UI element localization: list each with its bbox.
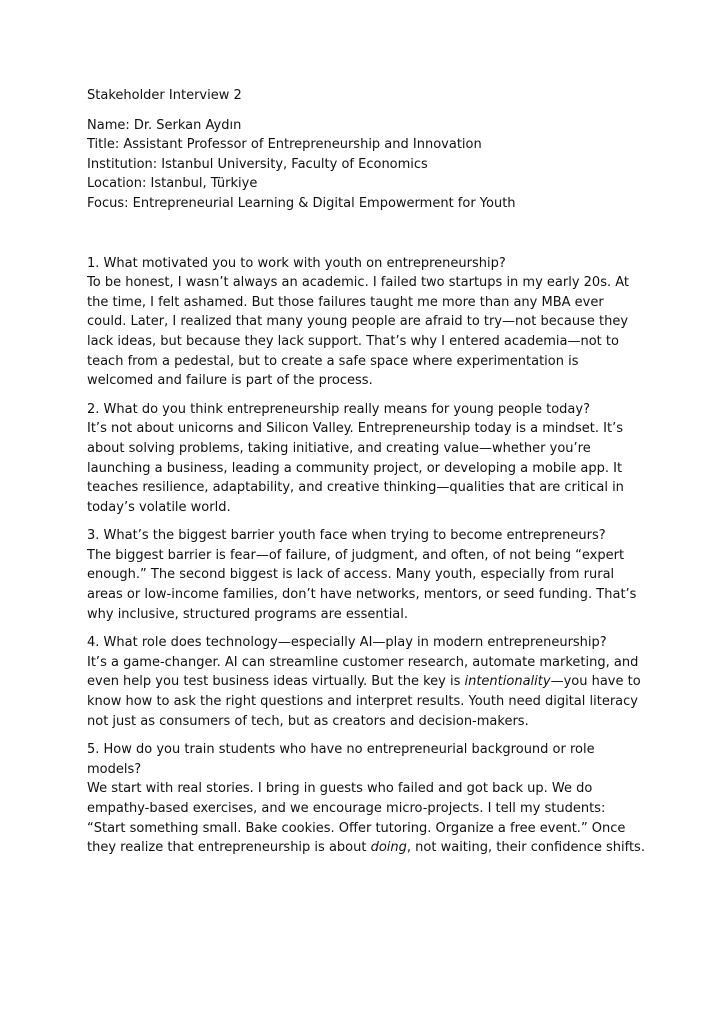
question-2: 2. What do you think entrepreneurship really means for young people today? [87, 401, 590, 417]
answer-1: To be honest, I wasn’t always an academic. I failed two startups in my early 20s. At the time, I felt ashamed. But those failures taught me more than any MBA ever could. Later, I realized that many young people are afraid to try—not because they lack ideas, but because they lack support. That’s why I entered academia—not to teach from a pedestal, but to create a safe space where experimentation is welcomed and failure is part of the process. [87, 275, 630, 389]
question-4: 4. What role does technology—especially AI—play in modern entrepreneurship? [87, 635, 607, 651]
interviewee-institution: Institution: Istanbul University, Faculty of Economics [87, 156, 428, 172]
interview-focus: Focus: Entrepreneurial Learning & Digital Empowerment for Youth [87, 195, 516, 211]
interviewee-location: Location: Istanbul, Türkiye [87, 176, 258, 192]
question-5: 5. How do you train students who have no entrepreneurial background or role models? [87, 742, 595, 777]
qa-item-5 [87, 740, 647, 858]
question-3: 3. What’s the biggest barrier youth face when trying to become entrepreneurs? [87, 528, 606, 544]
answer-4-text-start: It’s a game-changer. AI can streamline customer research, automate marketing, and even help you test business ideas virtually. But the key is [87, 654, 639, 690]
answer-5-text-start: We start with real stories. I bring in guests who failed and got back up. We do empathy-based exercises, and we encourage micro-projects. I tell my students: “Start something small. Bake cookies. Offer tutoring. Organize a free event.” Once they realize that entrepreneurship is about [87, 781, 626, 856]
answer-4-text-end: —you have to know how to ask the right questions and interpret results. Youth need digital literacy not just as consumers of tech, but as creators and decision-makers. [87, 674, 641, 729]
answer-5 [87, 779, 647, 857]
answer-5-text-end: , not waiting, their confidence shifts. [406, 840, 645, 856]
answer-5-emphasis: doing [370, 840, 407, 856]
interviewee-name: Name: Dr. Serkan Aydın [87, 117, 242, 133]
qa-item-2 [87, 400, 647, 518]
answer-3: The biggest barrier is fear—of failure, of judgment, and often, of not being “expert enough.” The second biggest is lack of access. Many youth, especially from rural areas or low-income families, don’t have networks, mentors, or seed funding. That’s why inclusive, structured programs are essential. [87, 547, 637, 622]
document-title: Stakeholder Interview 2 [87, 88, 242, 103]
qa-item-1 [87, 254, 647, 391]
answer-4-emphasis: intentionality [464, 674, 551, 690]
question-1: 1. What motivated you to work with youth on entrepreneurship? [87, 255, 506, 271]
interviewee-title: Title: Assistant Professor of Entrepreneurship and Innovation [87, 137, 482, 153]
document-page [87, 86, 647, 867]
answer-4 [87, 653, 647, 731]
qa-item-4 [87, 633, 647, 731]
answer-2: It’s not about unicorns and Silicon Valley. Entrepreneurship today is a mindset. It’s about solving problems, taking initiative, and creating value—whether you’re launching a business, leading a community project, or developing a mobile app. It teaches resilience, adaptability, and creative thinking—qualities that are critical in today’s volatile world. [87, 421, 624, 515]
interviewee-info [87, 116, 647, 214]
qa-item-3 [87, 526, 647, 624]
